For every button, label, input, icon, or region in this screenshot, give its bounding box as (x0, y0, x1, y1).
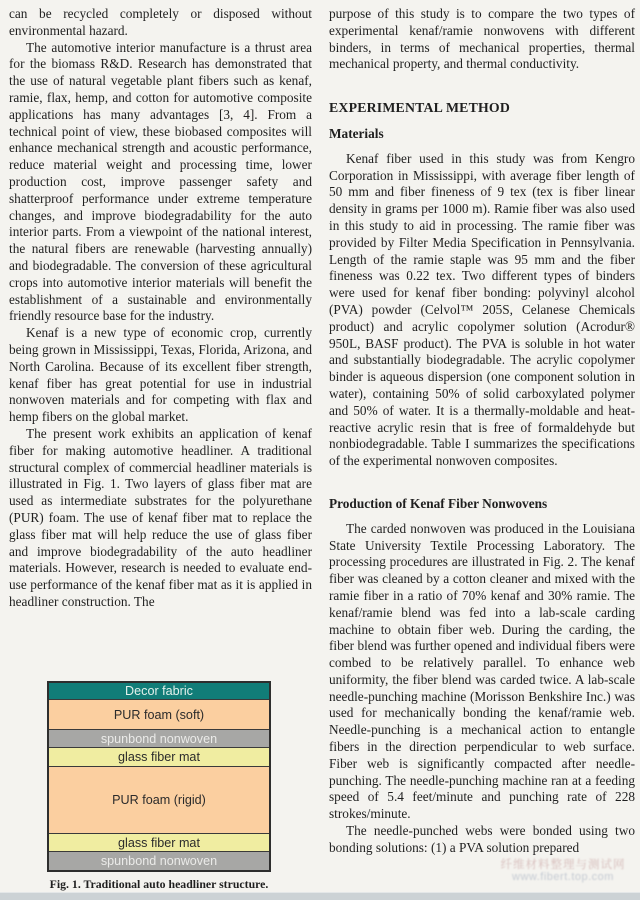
paragraph: can be recycled completely or disposed without environmental hazard. (9, 6, 312, 38)
subheading-production: Production of Kenaf Fiber Nonwovens (329, 495, 548, 511)
page-edge-strip (0, 892, 640, 900)
figure-caption: Fig. 1. Traditional auto headliner structure. (49, 877, 269, 891)
paragraph: The carded nonwoven was produced in the Louisiana State University Textile Processing Laboratory. The processing procedures are illustrated in Fig. 2. The kenaf fiber was cleaned by a cotton cleaner and mixed with the ramie fiber in a ratio of 70% kenaf and 30% ramie. The kenaf/ramie blend was fed into a lab-scale carding machine to obtain fiber web. During the carding, the fiber blend was further opened and individual fibers were combed to be relatively parallel. To enhance web uniformity, the fiber blend was carded twice. A lab-scale needle-punching machine (Morisson Benkshire Inc.) was used for mechanically bonding the kenaf/ramie web. Needle-punching is a mechanical action to entangle fibers in the direction perpendicular to web surface. Fiber web is significantly compacted after needle-punching. The needle-punching machine ran at a feeding speed of 5.4 feet/minute and punching rate of 228 strokes/minute. (329, 520, 635, 822)
paragraph: Kenaf fiber used in this study was from Kengro Corporation in Mississippi, with average fiber length of 50 mm and fiber fineness of 9 tex (tex is fiber linear density in grams per 1000 m). Ramie fiber was also used in this study to aid in processing. The ramie fiber was provided by Filter Media Specification in Pennsylvania. Length of the ramie staple was 95 mm and the fiber fineness was 0.22 tex. Two different types of binders were used for kenaf fiber bonding: polyvinyl alcohol (PVA) powder (Celvol™ 205S, Celanese Chemicals product) and acrylic copolymer solution (Acrodur® 950L, BASF product). The PVA is soluble in hot water and substantially biodegradable. The acrylic copolymer binder is aqueous dispersion (one component solution in water), containing 50% of solid carboxylated polymer and 50% of water. It is a thermally-moldable and heat-reactive acrylic resin that is free of formaldehyde but nonbiodegradable. Table I summarizes the specifications of the experimental nonwoven composites. (329, 150, 635, 469)
right-column (329, 6, 635, 857)
figure-layer: spunbond nonwoven (49, 729, 269, 747)
figure-layer: glass fiber mat (49, 747, 269, 766)
section-heading-experimental-method: EXPERIMENTAL METHOD (329, 100, 511, 116)
paragraph: purpose of this study is to compare the two types of experimental kenaf/ramie nonwovens with different binders, in terms of mechanical properties, thermal mechanical property, and thermal conductivity. (329, 6, 635, 72)
paragraph: Kenaf is a new type of economic crop, currently being grown in Mississippi, Texas, Florida, Arizona, and North Carolina. Because of its excellent fiber strength, kenaf fiber has great potential for use in industrial nonwoven materials and for competing with flax and hemp fibers on the global market. (9, 325, 312, 425)
figure-headliner (47, 681, 271, 891)
watermark-line2: www.fibert.top.com (512, 871, 614, 883)
subheading-materials: Materials (329, 125, 384, 141)
figure-layers (47, 681, 271, 872)
figure-layer: glass fiber mat (49, 833, 269, 851)
figure-layer: Decor fabric (49, 683, 269, 699)
paragraph: The present work exhibits an application of kenaf fiber for making automotive headliner. A traditional structural complex of commercial headliner materials is illustrated in Fig. 1. Two layers of glass fiber mat are used as intermediate substrates for the polyurethane (PUR) foam. The use of kenaf fiber mat to replace the glass fiber mat will help reduce the use of glass fiber and improve biodegradability of the auto headliner materials. However, research is needed to evaluate end-use performance of the kenaf fiber mat as it is applied in headliner construction. The (9, 425, 312, 609)
figure-layer: PUR foam (soft) (49, 699, 269, 729)
paragraph: The needle-punched webs were bonded using two bonding solutions: (1) a PVA solution prepared (329, 823, 635, 855)
watermark-line1: 纤维材料整理与测试网 (500, 857, 626, 871)
watermark (487, 858, 639, 884)
paragraph: The automotive interior manufacture is a thrust area for the biomass R&D. Research has demonstrated that the use of natural vegetable plant fibers such as kenaf, ramie, flax, hemp, and cotton for automotive composite applications has many advantages [3, 4]. From a technical point of view, these biobased composites will enhance mechanical strength and acoustic performance, reduce material weight and processing time, lower production cost, improve passenger safety and shatterproof performance under extreme temperature changes, and improve biodegradability for the auto interior parts. From a viewpoint of the national interest, the natural fibers are renewable (harvesting annually) and biodegradable. The conversion of these agricultural crops into automotive interior materials will benefit the establishment of a sustainable and environmentally friendly resource base for the industry. (9, 39, 312, 324)
figure-layer: spunbond nonwoven (49, 851, 269, 870)
left-column (9, 6, 312, 611)
figure-layer: PUR foam (rigid) (49, 766, 269, 833)
